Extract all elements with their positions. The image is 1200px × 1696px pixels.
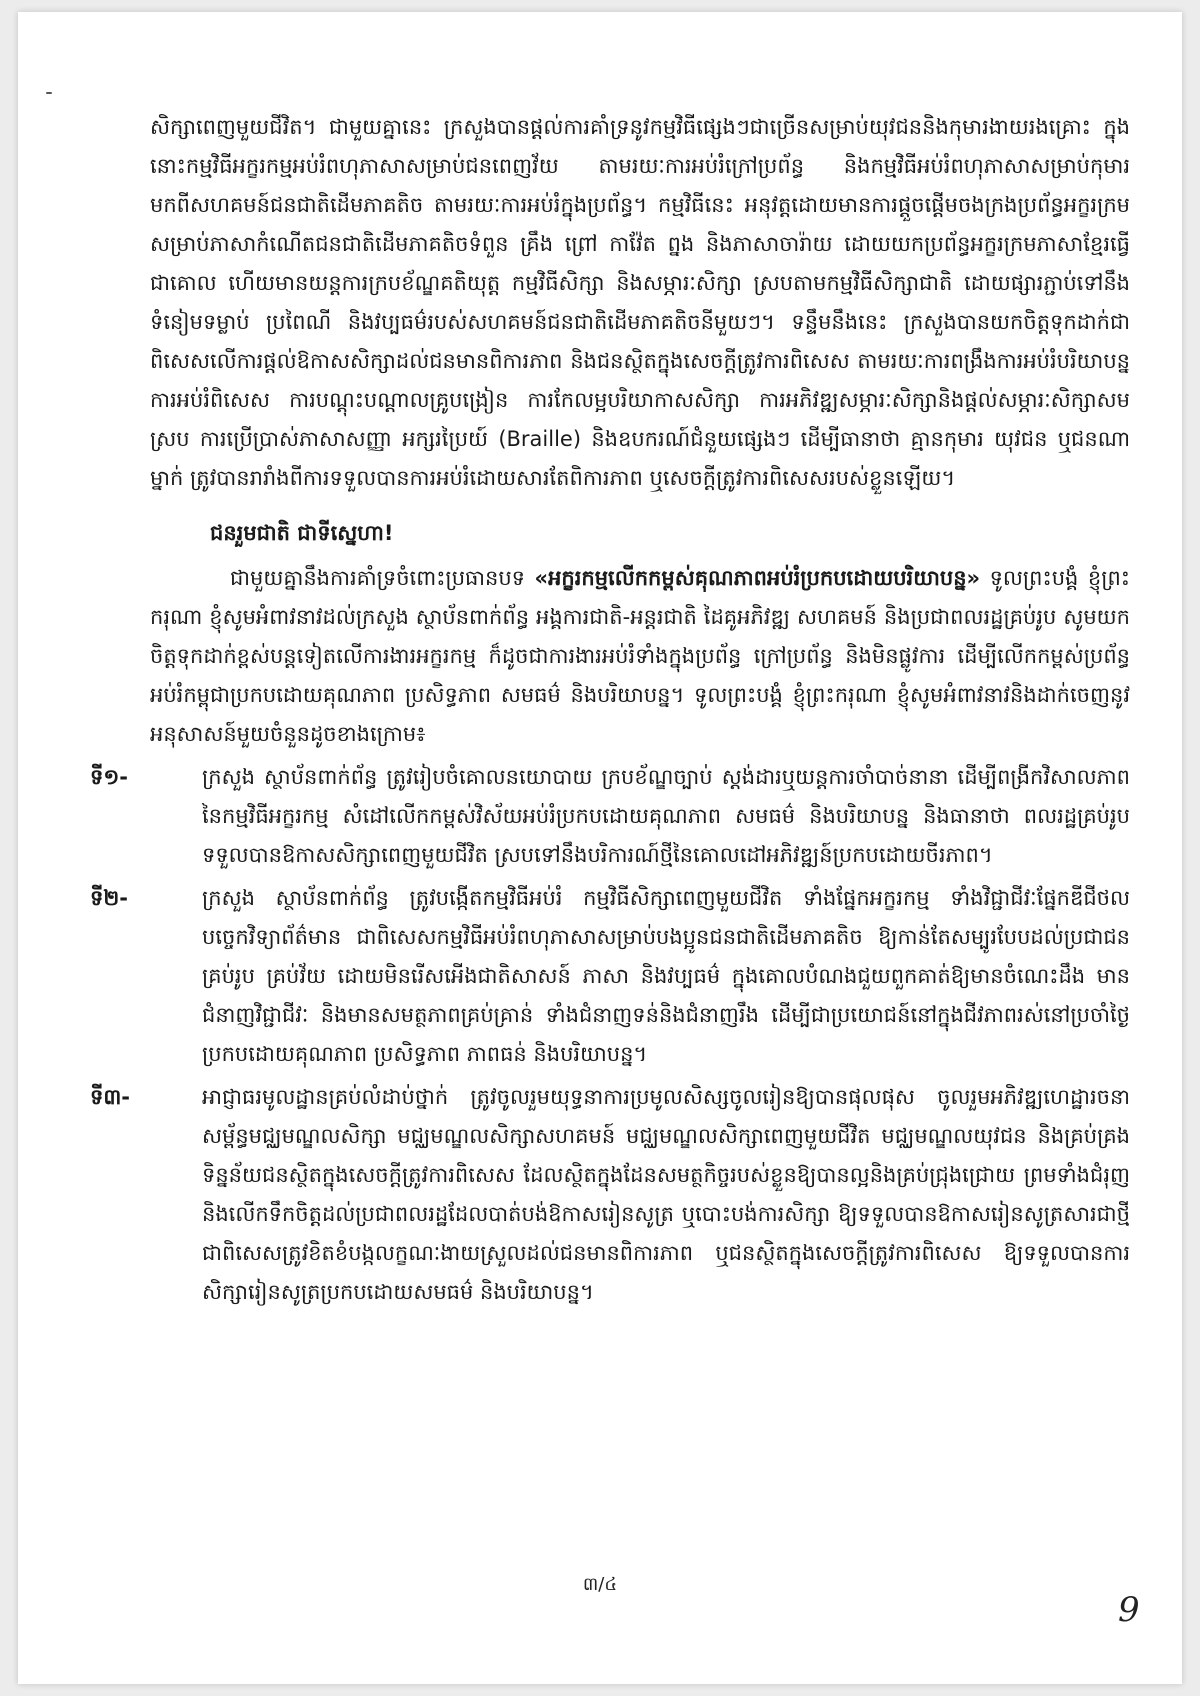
theme-title: «អក្ខរកម្មលើកកម្ពស់គុណភាពអប់រំប្រកបដោយបរិយាបន្ន» — [534, 566, 981, 590]
appeal-rest: ទូលព្រះបង្គំ ខ្ញុំព្រះករុណា ខ្ញុំសូមអំពាវនាវដល់ក្រសួង ស្ថាប័នពាក់ព័ន្ធ អង្គការជាតិ-អន្តរជាតិ ដៃគូអភិវឌ្ឍ សហគមន៍ និងប្រជាពលរដ្ឋគ្រប់រូប សូមយកចិត្តទុកដាក់ខ្ពស់បន្តទៀតលើការងារអក្ខរកម្ម ក៏ដូចជាការងារអប់រំទាំងក្នុងប្រព័ន្ធ ក្រៅប្រព័ន្ធ និងមិនផ្លូវការ ដើម្បីលើកកម្ពស់ប្រព័ន្ធអប់រំកម្ពុជាប្រកបដោយគុណភាព ប្រសិទ្ធភាព សមធម៌ និងបរិយាបន្ន។ ទូលព្រះបង្គំ ខ្ញុំព្រះករុណា ខ្ញុំសូមអំពាវនាវនិងដាក់ចេញនូវអនុសាសន៍មួយចំនួនដូចខាងក្រោម៖ — [150, 566, 1131, 746]
recommendation-label: ទី១- — [90, 765, 128, 789]
appeal-lead: ជាមួយគ្នានឹងការគាំទ្រចំពោះប្រធានបទ — [230, 566, 535, 590]
scan-speck — [46, 92, 52, 94]
appeal-paragraph — [150, 559, 1130, 754]
recommendation-item — [90, 758, 1130, 875]
document-body — [90, 108, 1131, 1312]
recommendation-text: អាជ្ញាធរមូលដ្ឋានគ្រប់លំដាប់ថ្នាក់ ត្រូវចូលរួមយុទ្ធនាការប្រមូលសិស្សចូលរៀនឱ្យបានផុលផុស ចូលរួមអភិវឌ្ឍហេដ្ឋារចនាសម្ព័ន្ធមជ្ឈមណ្ឌលសិក្សា មជ្ឈមណ្ឌលសិក្សាសហគមន៍ មជ្ឈមណ្ឌលសិក្សាពេញមួយជីវិត មជ្ឈមណ្ឌលយុវជន និងគ្រប់គ្រងទិន្នន័យជនស្ថិតក្នុងសេចក្តីត្រូវការពិសេស ដែលស្ថិតក្នុងដែនសមត្ថកិច្ចរបស់ខ្លួនឱ្យបានល្អនិងគ្រប់ជ្រុងជ្រោយ ព្រមទាំងជំរុញនិងលើកទឹកចិត្តដល់ប្រជាពលរដ្ឋដែលបាត់បង់ឱកាសរៀនសូត្រ ឬបោះបង់ការសិក្សា ឱ្យទទួលបានឱកាសរៀនសូត្រសារជាថ្មី ជាពិសេសត្រូវខិតខំបង្កលក្ខណៈងាយស្រួលដល់ជនមានពិការភាព ឬជនស្ថិតក្នុងសេចក្តីត្រូវការពិសេស ឱ្យទទួលបានការសិក្សារៀនសូត្រប្រកបដោយសមធម៌ និងបរិយាបន្ន។ — [202, 1085, 1130, 1304]
recommendation-item — [90, 1078, 1130, 1312]
page-number: ៣/៤ — [582, 1574, 618, 1595]
salutation-heading: ជនរួមជាតិ ជាទីស្នេហា! — [210, 521, 394, 545]
recommendation-text: ក្រសួង ស្ថាប័នពាក់ព័ន្ធ ត្រូវរៀបចំគោលនយោបាយ ក្របខ័ណ្ឌច្បាប់ ស្តង់ដារឬយន្តការចាំបាច់នានា ដើម្បីពង្រីកវិសាលភាពនៃកម្មវិធីអក្ខរកម្ម សំដៅលើកកម្ពស់វិស័យអប់រំប្រកបដោយគុណភាព សមធម៌ និងបរិយាបន្ន និងធានាថា ពលរដ្ឋគ្រប់រូបទទួលបានឱកាសសិក្សាពេញមួយជីវិត ស្របទៅនឹងបរិការណ៍ថ្មីនៃគោលដៅអភិវឌ្ឍន៍ប្រកបដោយចីរភាព។ — [202, 765, 1130, 867]
recommendation-label: ទី២- — [90, 886, 128, 910]
handwritten-mark: 9 — [1118, 1590, 1140, 1630]
intro-paragraph: សិក្សាពេញមួយជីវិត។ ជាមួយគ្នានេះ ក្រសួងបានផ្តល់ការគាំទ្រនូវកម្មវិធីផ្សេងៗជាច្រើនសម្រាប់យុវជននិងកុមារងាយរងគ្រោះ ក្នុងនោះកម្មវិធីអក្ខរកម្មអប់រំពហុភាសាសម្រាប់ជនពេញវ័យ តាមរយៈការអប់រំក្រៅប្រព័ន្ធ និងកម្មវិធីអប់រំពហុភាសាសម្រាប់កុមារមកពីសហគមន៍ជនជាតិដើមភាគតិច តាមរយៈការអប់រំក្នុងប្រព័ន្ធ។ កម្មវិធីនេះ អនុវត្តដោយមានការផ្តួចផ្តើមចងក្រងប្រព័ន្ធអក្ខរក្រម សម្រាប់ភាសាកំណើតជនជាតិដើមភាគតិចទំពួន គ្រឹង ព្រៅ កាវ៉ែត ព្នង និងភាសាចារ៉ាយ ដោយយកប្រព័ន្ធអក្ខរក្រមភាសាខ្មែរធ្វើជាគោល ហើយមានយន្តការក្របខ័ណ្ឌគតិយុត្ត កម្មវិធីសិក្សា និងសម្ភារៈសិក្សា ស្របតាមកម្មវិធីសិក្សាជាតិ ដោយផ្សារភ្ជាប់ទៅនឹងទំនៀមទម្លាប់ ប្រពៃណី និងវប្បធម៌របស់សហគមន៍ជនជាតិដើមភាគតិចនីមួយៗ។ ទន្ទឹមនឹងនេះ ក្រសួងបានយកចិត្តទុកដាក់ជាពិសេសលើការផ្តល់ឱកាសសិក្សាដល់ជនមានពិការភាព និងជនស្ថិតក្នុងសេចក្តីត្រូវការពិសេស តាមរយៈការពង្រឹងការអប់រំបរិយាបន្ន ការអប់រំពិសេស ការបណ្តុះបណ្តាលគ្រូបង្រៀន ការកែលម្អបរិយាកាសសិក្សា ការអភិវឌ្ឍសម្ភារៈសិក្សានិងផ្តល់សម្ភារៈសិក្សាសមស្រប ការប្រើប្រាស់ភាសាសញ្ញា អក្សរប្រៃយ៍ (Braille) និងឧបករណ៍ជំនួយផ្សេងៗ ដើម្បីធានាថា គ្មានកុមារ យុវជន ឬជនណាម្នាក់ ត្រូវបានរារាំងពីការទទួលបានការអប់រំដោយសារតែពិការភាព ឬសេចក្តីត្រូវការពិសេសរបស់ខ្លួនឡើយ។ — [150, 115, 1130, 490]
recommendation-item — [90, 879, 1130, 1074]
recommendation-label: ទី៣- — [90, 1085, 130, 1109]
recommendation-text: ក្រសួង ស្ថាប័នពាក់ព័ន្ធ ត្រូវបង្កើតកម្មវិធីអប់រំ កម្មវិធីសិក្សាពេញមួយជីវិត ទាំងផ្នែកអក្ខរកម្ម ទាំងវិជ្ជាជីវៈផ្នែកឌីជីថល បច្ចេកវិទ្យាព័ត៌មាន ជាពិសេសកម្មវិធីអប់រំពហុភាសាសម្រាប់បងប្អូនជនជាតិដើមភាគតិច ឱ្យកាន់តែសម្បូរបែបដល់ប្រជាជនគ្រប់រូប គ្រប់វ័យ ដោយមិនរើសអើងជាតិសាសន៍ ភាសា និងវប្បធម៌ ក្នុងគោលបំណងជួយពួកគាត់ឱ្យមានចំណេះដឹង មានជំនាញវិជ្ជាជីវៈ និងមានសមត្ថភាពគ្រប់គ្រាន់ ទាំងជំនាញទន់និងជំនាញរឹង ដើម្បីជាប្រយោជន៍នៅក្នុងជីវភាពរស់នៅប្រចាំថ្ងៃ ប្រកបដោយគុណភាព ប្រសិទ្ធភាព ភាពធន់ និងបរិយាបន្ន។ — [202, 886, 1130, 1066]
